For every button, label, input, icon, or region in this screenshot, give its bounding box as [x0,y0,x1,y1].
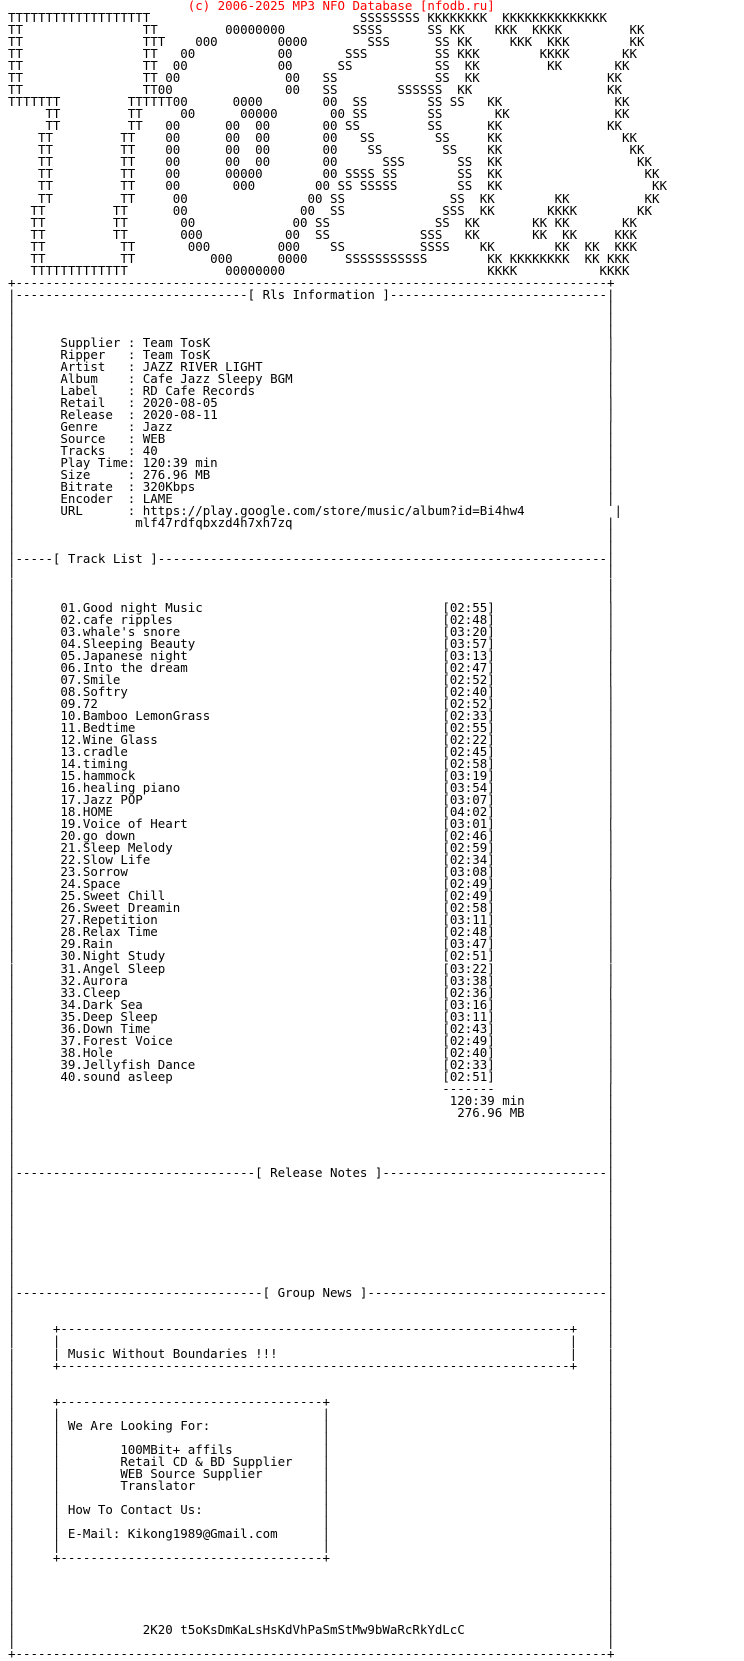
contact-heading: | | How To Contact Us: | | [8,1501,615,1517]
track-duration: [02:36] [442,984,495,1000]
blank-row: | | [8,1237,615,1253]
release-notes-title: |--------------------------------[ Release Notes ]------------------------------| [8,1165,615,1181]
info-field-label: Genre [60,419,121,435]
track-row: | 38.Hole [02:40] | [8,1044,615,1060]
logo-line: TT TT 000 000 SS SSSS KK KK KK KKK [8,238,637,254]
track-row: | 23.Sorrow [03:08] | [8,864,615,880]
info-field-label: Retail [60,395,121,411]
track-duration: [03:20] [442,623,495,639]
logo-line: TT TT 00 00000 00 SS SS KK KK [8,106,630,122]
track-title: 13.cradle [60,743,128,759]
track-row: | 28.Relax Time [02:48] | [8,924,615,940]
recruit-box-bottom: | +-----------------------------------+ | [8,1550,615,1566]
copyright-header: (c) 2006-2025 MP3 NFO Database [nfodb.ru] [8,0,495,13]
recruit-item: | | 100MBit+ affils | | [8,1441,615,1457]
logo-line: TT TT00 00 SS SSSSSS KK KK [8,82,623,98]
logo-line: TT TT 00 00 SS SS KK KK KK KK [8,214,637,230]
blank-row: | | [8,527,615,543]
track-title: 34.Dark Sea [60,996,143,1012]
info-fields [8,334,667,459]
recruit-box-blank: | | | | [8,1538,615,1553]
track-row: | 16.healing piano [03:54] | [8,780,615,796]
blank-row: | | [8,1562,615,1578]
track-row: | 35.Deep Sleep [03:11] | [8,1008,615,1024]
track-duration: [02:33] [442,707,495,723]
logo-line: TT TT 00 00 00 00 SS SS KK KK [8,130,637,146]
blank-row: | | [8,1177,615,1193]
track-title: 14.timing [60,755,128,771]
blank-row: | | [8,1213,615,1229]
track-duration: [03:07] [442,792,495,808]
ascii-logo [8,12,667,277]
bottom-border: +-------------------------------------------------------------------------------+ [8,1646,615,1661]
track-duration: [03:08] [442,864,495,880]
group-signature: | 2K20 t5oKsDmKaLsHsKdVhPaSmStMw9bWaRcRkYdLcC | [8,1622,615,1638]
track-title: 26.Sweet Dreamin [60,900,181,916]
track-row: | 29.Rain [03:47] | [8,936,615,952]
track-title: 31.Angel Sleep [60,960,166,976]
recruit-box-blank: | | | | [8,1405,615,1421]
logo-line: TT TT 00000000 SSSS SS KK KKK KKKK KK [8,22,645,38]
group-news-title: |---------------------------------[ Group News ]--------------------------------| [8,1285,615,1301]
blank-row: | | [8,1201,615,1217]
recruit-box-blank: | | | | [8,1489,615,1505]
track-title: 22.Slow Life [60,852,151,868]
track-title: 28.Relax Time [60,924,158,940]
blank-row: | | [8,1598,615,1614]
total-time: | 120:39 min | [8,1092,615,1108]
track-duration: [03:01] [442,816,495,832]
rls-information-title: |-------------------------------[ Rls Information ]-----------------------------| [8,286,615,302]
total-size: | 276.96 MB | [8,1104,615,1120]
track-duration: [03:57] [442,635,495,651]
track-row: | 09.72 [02:52] | [8,695,615,711]
logo-line: TT TT 00 00 SS SS KK KK [8,70,623,86]
track-duration: [02:59] [442,840,495,856]
track-title: 02.cafe ripples [60,611,173,627]
info-field-value: JAZZ RIVER LIGHT [142,358,263,374]
blank-row: | | [8,1116,615,1132]
logo-line: TT TT 00 00 SS SSS KK KKKK KK [8,202,652,218]
track-row: | 21.Sleep Melody [02:59] | [8,840,615,856]
track-row: | 24.Space [02:49] | [8,876,615,892]
track-title: 20.go down [60,828,136,844]
info-field-value: 40 [142,443,158,459]
track-title: 19.Voice of Heart [60,816,188,832]
track-row: | 03.whale's snore [03:20] | [8,623,615,639]
nfo-document [8,0,667,1660]
blank-row: | | [8,310,615,326]
recruit-item: | | Retail CD & BD Supplier | | [8,1453,615,1469]
track-row: | 04.Sleeping Beauty [03:57] | [8,635,615,651]
blank-row: | | [8,1574,615,1590]
track-row: | 39.Jellyfish Dance [02:33] | [8,1056,615,1072]
track-title: 09.72 [60,695,98,711]
info-field-value: Cafe Jazz Sleepy BGM [142,370,293,386]
info-field-row: | Label : RD Cafe Records | [8,383,615,398]
recruit-box-blank: | | | | [8,1513,615,1529]
track-duration: [03:19] [442,768,495,783]
track-row: | 13.cradle [02:45] | [8,743,615,759]
track-title: 08.Softry [60,683,128,699]
track-title: 07.Smile [60,671,121,687]
info-field-label: Tracks [60,443,121,459]
track-duration: [02:58] [442,755,495,771]
logo-line: TT TT 000 0000 SSSSSSSSSSS KK KKKKKKKK KK KKK [8,250,630,266]
slogan-box-top: | +--------------------------------------------------------------------+ | [8,1321,615,1337]
track-title: 27.Repetition [60,912,158,928]
track-title: 35.Deep Sleep [60,1008,158,1024]
track-title: 03.whale's snore [60,623,181,639]
track-title: 21.Sleep Melody [60,840,173,856]
track-row: | 36.Down Time [02:43] | [8,1020,615,1036]
logo-line: TTTTTTTTTTTTTTTTTTT SSSSSSSS KKKKKKKK KKKKKKKKKKKKKK [8,10,608,26]
track-duration: [02:45] [442,743,495,759]
track-row: | 27.Repetition [03:11] | [8,912,615,928]
track-row: | 14.timing [02:58] | [8,755,615,771]
track-row: | 10.Bamboo LemonGrass [02:33] | [8,707,615,723]
track-duration: [02:49] [442,876,495,892]
track-duration: [03:13] [442,647,495,663]
top-border: +-------------------------------------------------------------------------------+ [8,274,615,290]
track-duration: [02:55] [442,719,495,735]
blank-row: | | [8,1634,615,1650]
track-title: 37.Forest Voice [60,1032,173,1048]
track-row: | 11.Bedtime [02:55] | [8,719,615,735]
track-row: | 01.Good night Music [02:55] | [8,599,615,615]
logo-line: TT TT 00 00 SS SS KK KK KK [8,58,630,74]
info-field-value: Team TosK [142,334,211,350]
track-row: | 37.Forest Voice [02:49] | [8,1032,615,1048]
track-row: | 31.Angel Sleep [03:22] | [8,960,615,976]
logo-line: TT TT 00 00 00 00 SS SS KK KK [8,118,623,134]
track-row: | 12.Wine Glass [02:22] | [8,731,615,747]
track-row: | 02.cafe ripples [02:48] | [8,611,615,627]
track-duration: [03:54] [442,780,495,796]
track-title: 06.Into the dream [60,659,188,675]
track-duration: [02:40] [442,1044,495,1060]
blank-row: | | [8,322,615,338]
track-row: | 20.go down [02:46] | [8,828,615,844]
info-field-value: Jazz [142,419,173,435]
blank-row: | | [8,1381,615,1397]
track-duration: [02:48] [442,611,495,627]
track-row: | 07.Smile [02:52] | [8,671,615,687]
track-title: 36.Down Time [60,1020,151,1036]
track-duration: [03:38] [442,972,495,988]
slogan-text: | | Music Without Boundaries !!! | | [8,1345,615,1361]
track-row: | 22.Slow Life [02:34] | [8,852,615,868]
info-field-label: Source [60,431,121,447]
info-field-value: WEB [142,431,166,447]
track-duration: [03:11] [442,1008,495,1024]
track-duration: [02:47] [442,659,495,675]
info-field-label: Label [60,383,121,398]
track-title: 16.healing piano [60,780,181,796]
recruit-box-top: | +-----------------------------------+ | [8,1393,615,1409]
track-duration: [02:51] [442,1068,495,1084]
bitrate-field: | Bitrate : 320Kbps | [8,479,615,495]
logo-line: TT TT 00 000 00 SS SSSSS SS KK KK [8,178,667,194]
recruit-heading: | | We Are Looking For: | | [8,1417,615,1433]
blank-row: | | [8,1249,615,1265]
info-field-label: Album [60,370,121,386]
track-title: 32.Aurora [60,972,128,988]
info-field-row: | Retail : 2020-08-05 | [8,395,615,411]
blank-row: | | [8,1153,615,1168]
track-row: | 15.hammock [03:19] | [8,768,615,783]
track-title: 12.Wine Glass [60,731,158,747]
track-duration: [02:22] [442,731,495,747]
track-title: 38.Hole [60,1044,113,1060]
info-field-row: | Tracks : 40 | [8,443,615,459]
recruit-item: | | Translator | | [8,1477,615,1493]
track-title: 30.Night Study [60,948,166,964]
recruit-box-blank: | | | | [8,1429,615,1445]
track-row: | 32.Aurora [03:38] | [8,972,615,988]
track-duration: [02:48] [442,924,495,940]
total-separator: | ------- | [8,1080,615,1096]
blank-row: | | [8,575,615,591]
size-field: | Size : 276.96 MB | [8,467,615,483]
blank-row: | | [8,1309,615,1325]
info-field-row: | Album : Cafe Jazz Sleepy BGM | [8,370,615,386]
track-duration: [02:43] [442,1020,495,1036]
track-title: 05.Japanese night [60,647,188,663]
track-title: 15.hammock [60,768,136,783]
track-row: | 06.Into the dream [02:47] | [8,659,615,675]
track-duration: [03:11] [442,912,495,928]
blank-row: | | [8,1297,615,1313]
track-duration: [02:40] [442,683,495,699]
track-row: | 05.Japanese night [03:13] | [8,647,615,663]
track-duration: [02:33] [442,1056,495,1072]
track-duration: [02:52] [442,695,495,711]
track-row: | 33.Cleep [02:36] | [8,984,615,1000]
logo-line: TT TT 00 00 SSS SS KKK KKKK KK [8,46,637,62]
track-duration: [03:22] [442,960,495,976]
track-title: 25.Sweet Chill [60,888,166,904]
track-title: 29.Rain [60,936,113,952]
track-duration: [02:58] [442,900,495,916]
track-row: | 25.Sweet Chill [02:49] | [8,888,615,904]
track-row: | 40.sound asleep [02:51] | [8,1068,615,1084]
logo-line: TTTTTTTTTTTTT 00000000 KKKK KKKK [8,262,630,278]
info-field-value: Team TosK [142,346,211,362]
blank-row: | | [8,1189,615,1205]
info-field-row: | Ripper : Team TosK | [8,346,615,362]
blank-row: | | [8,539,615,555]
track-duration: [03:47] [442,936,495,952]
track-duration: [02:52] [442,671,495,687]
track-title: 17.Jazz POP [60,792,143,808]
blank-row: | | [8,563,615,579]
contact-email: | | E-Mail: Kikong1989@Gmail.com | | [8,1525,615,1541]
logo-line: TT TT 000 00 SS SSS KK KK KK KKK [8,226,637,242]
track-duration: [02:55] [442,599,495,615]
blank-row: | | [8,587,615,603]
track-title: 24.Space [60,876,121,892]
logo-line: TT TT 00 00 SS SS KK KK KK [8,190,660,206]
track-duration: [02:49] [442,1032,495,1048]
logo-line: TT TT 00 00 00 00 SSS SS KK KK [8,154,652,170]
logo-line: TT TT 00 00 00 00 SS SS KK KK [8,142,645,158]
track-title: 18.HOME [60,804,113,820]
track-row: | 34.Dark Sea [03:16] | [8,996,615,1012]
blank-row: | | [8,1128,615,1144]
blank-row: | | [8,298,615,314]
slogan-box-bottom: | +--------------------------------------------------------------------+ | [8,1357,615,1373]
track-list [8,599,667,1084]
track-row: | 17.Jazz POP [03:07] | [8,792,615,808]
info-field-value: RD Cafe Records [142,383,256,398]
logo-line: TTTTTTT TTTTTT00 0000 00 SS SS SS KK KK [8,94,630,110]
track-title: 11.Bedtime [60,719,136,735]
info-field-value: 2020-08-11 [142,407,218,423]
track-title: 10.Bamboo LemonGrass [60,707,211,723]
play-time-field: | Play Time: 120:39 min | [8,455,615,471]
track-row: | 19.Voice of Heart [03:01] | [8,816,615,832]
track-duration: [02:46] [442,828,495,844]
track-duration: [02:34] [442,852,495,868]
track-duration: [03:16] [442,996,495,1012]
url-field-continued: | mlf47rdfqbxzd4h7xh7zq | [8,515,615,531]
track-duration: [04:02] [442,804,495,820]
info-field-row: | Artist : JAZZ RIVER LIGHT | [8,358,615,374]
blank-row: | | [8,1140,615,1156]
track-list-title: |-----[ Track List ]------------------------------------------------------------| [8,551,615,567]
blank-row: | | [8,1225,615,1241]
encoder-field: | Encoder : LAME | [8,491,615,507]
track-duration: [02:49] [442,888,495,904]
logo-line: TT TT 00 00000 00 SSSS SS SS KK KK [8,166,660,182]
track-duration: [02:51] [442,948,495,964]
track-row: | 30.Night Study [02:51] | [8,948,615,964]
blank-row: | | [8,1610,615,1626]
track-row: | 08.Softry [02:40] | [8,683,615,699]
blank-row: | | [8,1369,615,1385]
url-field: | URL : https://play.google.com/store/music/album?id=Bi4hw4 | [8,503,623,519]
track-row: | 18.HOME [04:02] | [8,804,615,820]
track-title: 04.Sleeping Beauty [60,635,196,651]
logo-line: TT TTT 000 0000 SSS SS KK KKK KKK KK [8,34,645,50]
info-field-row: | Release : 2020-08-11 | [8,407,615,423]
info-field-row: | Source : WEB | [8,431,615,447]
info-field-label: Supplier [60,334,121,350]
info-field-value: 2020-08-05 [142,395,218,411]
track-title: 23.Sorrow [60,864,128,880]
blank-row: | | [8,1273,615,1289]
blank-row: | | [8,1586,615,1602]
track-title: 33.Cleep [60,984,121,1000]
info-field-label: Artist [60,358,121,374]
info-field-row: | Supplier : Team TosK | [8,334,615,350]
track-title: 39.Jellyfish Dance [60,1056,196,1072]
blank-row: | | [8,1261,615,1277]
info-field-row: | Genre : Jazz | [8,419,615,435]
info-field-label: Release [60,407,121,423]
track-title: 01.Good night Music [60,599,203,615]
track-row: | 26.Sweet Dreamin [02:58] | [8,900,615,916]
slogan-box-blank: | | | | [8,1333,615,1349]
info-field-label: Ripper [60,346,121,362]
track-title: 40.sound asleep [60,1068,173,1084]
recruit-item: | | WEB Source Supplier | | [8,1465,615,1481]
